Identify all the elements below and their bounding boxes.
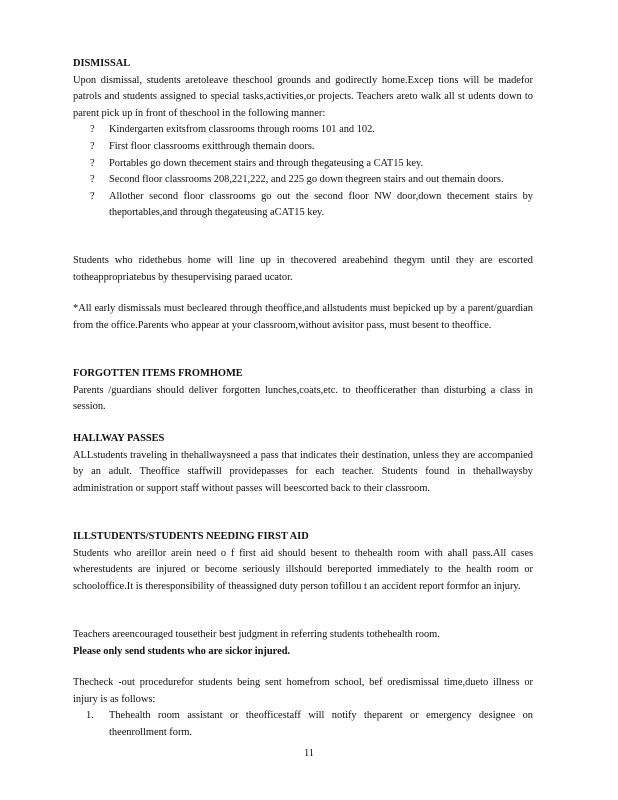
bus-riders-paragraph: Students who ridethebus home will line up in thecovered areabehind thegym until they are escorted totheappropriatebus by thesupervising paraed ucator. [73, 255, 533, 283]
forgotten-items-heading: FORGOTTEN ITEMS FROMHOME [73, 368, 243, 379]
ill-students-section [73, 529, 533, 595]
bullet-glyph: ? [90, 157, 95, 169]
hallway-passes-heading: HALLWAY PASSES [73, 433, 165, 444]
dismissal-heading: DISMISSAL [73, 58, 131, 69]
checkout-steps-list [73, 708, 533, 741]
early-dismissal-block [73, 301, 533, 334]
bullet-glyph: ? [90, 190, 95, 202]
dismissal-intro: Upon dismissal, students aretoleave theschool grounds and godirectly home.Excep tions will be madefor patrols and students assigned to special tasks,activities,or projects. Teachers areto walk all st udents down to parent pick up in front of theschool in the following manner: [73, 74, 533, 119]
list-item: ? First floor classrooms exitthrough themain doors. [73, 139, 533, 156]
list-item: ? Second floor classrooms 208,221,222, and 225 go down thegreen stairs and out themain doors. [73, 172, 533, 189]
forgotten-items-section [73, 366, 533, 416]
ill-students-heading: ILLSTUDENTS/STUDENTS NEEDING FIRST AID [73, 531, 309, 542]
sick-injured-notice: Please only send students who are sickor injured. [73, 645, 291, 657]
dismissal-section [73, 56, 533, 222]
judgment-block [73, 627, 533, 660]
ill-students-paragraph: Students who areillor arein need o f first aid should besent to thehealth room with ahall pass.All cases wherestudents are injured or become seriously illshould bereported immediately to the health room or schooloffice.It is theresponsibility of theassigned duty person tofillou t an accident report formfor an injury. [73, 547, 533, 592]
judgment-paragraph: Teachers areencouraged tousetheir best judgment in referring students tothehealth room. [73, 629, 440, 640]
early-dismissal-paragraph: *All early dismissals must becleared through theoffice,and allstudents must bepicked up by a parent/guardian from the office.Parents who appear at your classroom,without avisitor pass, must besent to theoffice. [73, 303, 533, 331]
checkout-block [73, 675, 533, 741]
page-number: 11 [303, 748, 314, 759]
dismissal-list [73, 122, 533, 222]
checkout-paragraph: Thecheck -out procedurefor students being sent homefrom school, bef oredismissal time,dueto illness or injury is as follows: [73, 677, 533, 705]
forgotten-items-paragraph: Parents /guardians should deliver forgotten lunches,coats,etc. to theofficerather than disturbing a class in session. [73, 384, 533, 413]
list-item: ? Kindergarten exitsfrom classrooms through rooms 101 and 102. [73, 122, 533, 139]
bullet-glyph: ? [90, 140, 95, 152]
list-item: 1. Thehealth room assistant or theofficestaff will notify theparent or emergency designee on theenrollment form. [86, 710, 533, 738]
list-item: ? Portables go down thecement stairs and through thegateusing a CAT15 key. [73, 156, 533, 173]
step-number: 1. [86, 710, 94, 722]
list-item: ? Allother second floor classrooms go out the second floor NW door,down thecement stairs by theportables,and through thegateusing aCAT15 key. [90, 190, 533, 219]
bullet-glyph: ? [90, 124, 95, 136]
hallway-passes-section [73, 431, 533, 497]
bullet-glyph: ? [90, 174, 95, 186]
bus-paragraph-block [73, 253, 533, 286]
hallway-passes-paragraph: ALLstudents traveling in thehallwaysneed a pass that indicates their destination, unless they are accompanied by an adult. Theoffice staffwill providepasses for each teacher. Students found in thehallwaysby administration or support staff without passes will beescorted back to their classroom. [73, 449, 533, 494]
